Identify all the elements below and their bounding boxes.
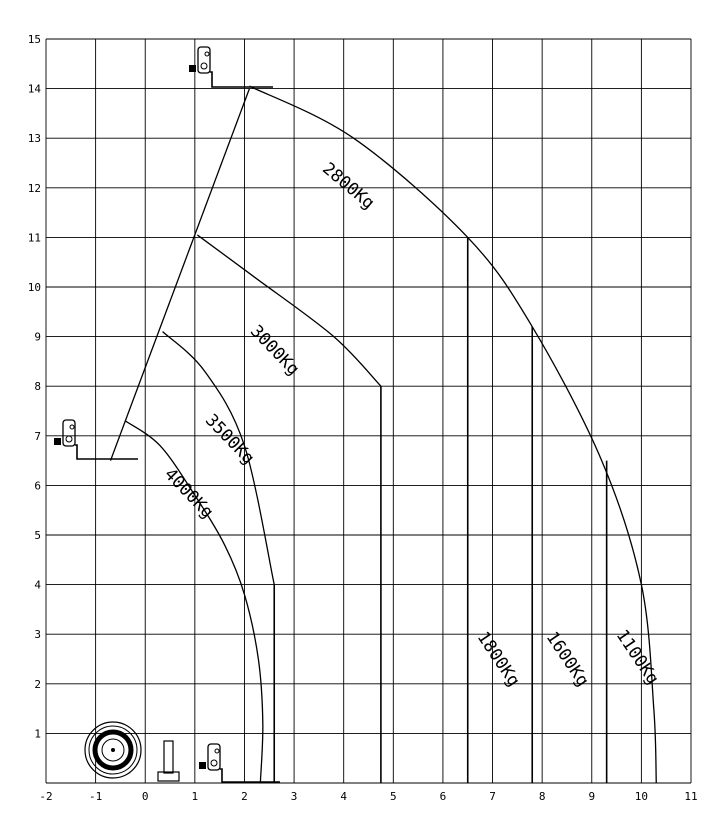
load-curve <box>125 421 262 783</box>
x-tick-label: 3 <box>290 790 298 803</box>
x-tick-label: 5 <box>389 790 397 803</box>
x-tick-label: 11 <box>684 790 698 803</box>
x-tick-label: 9 <box>588 790 596 803</box>
telehandler-fork-icon <box>189 47 273 87</box>
x-tick-label: 1 <box>191 790 199 803</box>
y-tick-label: 7 <box>34 429 41 443</box>
x-tick-label: 8 <box>538 790 546 803</box>
y-tick-label: 10 <box>27 281 41 294</box>
y-axis-ticks <box>28 33 42 740</box>
x-tick-label: -2 <box>39 790 53 803</box>
x-tick-label: 0 <box>141 790 149 803</box>
x-tick-label: 4 <box>340 790 348 803</box>
load-label: 3500Kg <box>201 410 259 469</box>
load-label: 1600Kg <box>541 628 593 691</box>
y-tick-label: 4 <box>34 578 41 592</box>
load-label: 4000Kg <box>160 464 218 523</box>
x-tick-label: 10 <box>634 790 649 803</box>
load-curve <box>249 86 656 783</box>
chart-grid <box>46 39 691 783</box>
stabilizer-icon <box>158 741 179 781</box>
y-tick-label: 13 <box>27 132 41 146</box>
load-label: 3000Kg <box>246 321 304 380</box>
x-tick-label: 6 <box>439 790 447 803</box>
x-axis-ticks <box>39 790 697 803</box>
load-labels <box>160 159 663 690</box>
y-tick-label: 12 <box>27 181 41 195</box>
y-tick-label: 8 <box>34 380 41 394</box>
load-label: 1100Kg <box>611 626 663 689</box>
y-tick-label: 1 <box>34 727 41 741</box>
wheel-icon <box>85 722 141 778</box>
boom-line <box>111 89 250 461</box>
y-tick-label: 11 <box>27 231 41 245</box>
y-tick-label: 15 <box>27 33 41 46</box>
y-tick-label: 2 <box>34 677 41 691</box>
load-label: 2800Kg <box>318 158 379 214</box>
load-label: 1800Kg <box>472 628 524 691</box>
y-tick-label: 5 <box>34 529 41 542</box>
y-tick-label: 14 <box>27 82 41 96</box>
load-curve <box>163 332 275 585</box>
x-tick-label: 7 <box>489 790 496 803</box>
x-tick-label: 2 <box>241 790 248 803</box>
y-tick-label: 9 <box>34 330 41 344</box>
x-tick-label: -1 <box>88 790 103 803</box>
y-tick-label: 3 <box>34 628 41 642</box>
telehandler-fork-icon <box>199 744 280 782</box>
y-tick-label: 6 <box>34 479 41 493</box>
